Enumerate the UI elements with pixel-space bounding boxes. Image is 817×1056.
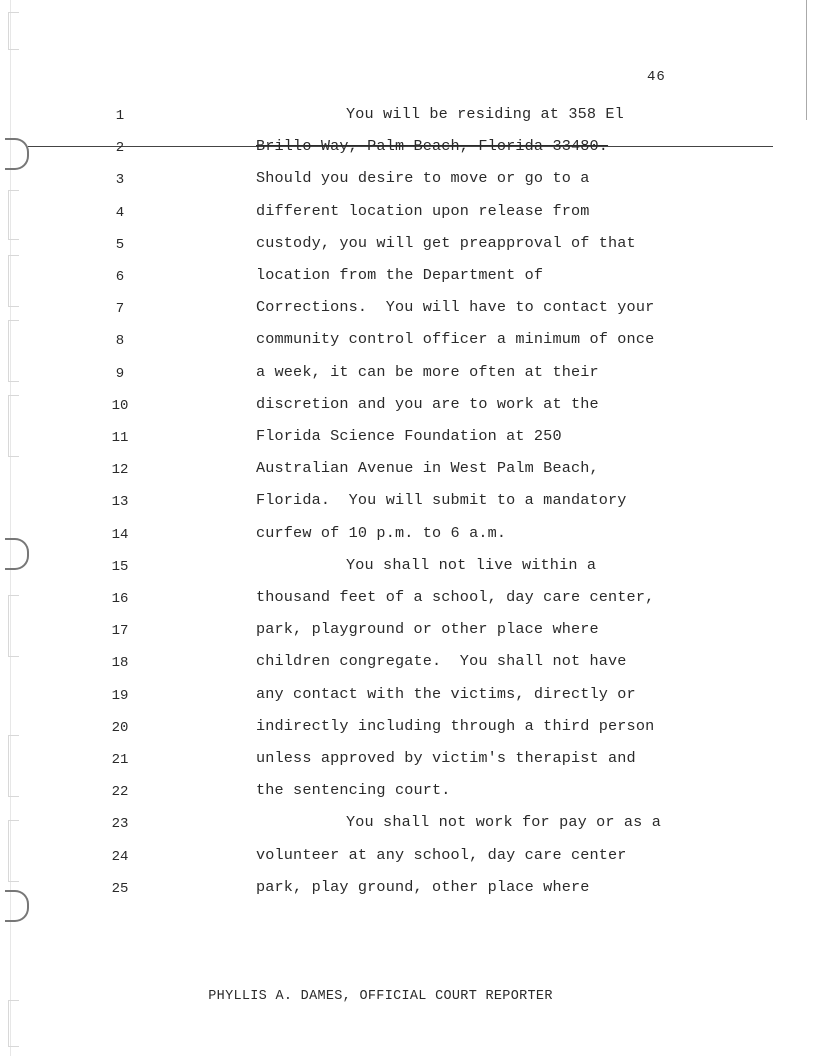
- transcript-line: [0, 616, 817, 648]
- line-number: 6: [115, 269, 125, 285]
- line-number: 24: [111, 848, 129, 865]
- transcript-line: [0, 455, 817, 487]
- line-text: park, playground or other place where: [256, 620, 599, 639]
- transcript-line: [0, 198, 817, 230]
- transcript-line: [0, 552, 817, 584]
- line-text: You will be residing at 358 El: [346, 105, 624, 123]
- line-text: thousand feet of a school, day care center,: [256, 588, 655, 606]
- line-number: 14: [111, 526, 129, 543]
- page-number: 46: [647, 69, 666, 85]
- line-text: Should you desire to move or go to a: [256, 169, 590, 188]
- line-text: volunteer at any school, day care center: [256, 845, 627, 864]
- line-text: a week, it can be more often at their: [256, 362, 599, 381]
- line-text: You shall not work for pay or as a: [346, 813, 661, 832]
- line-text: Brillo Way, Palm Beach, Florida 33480.: [256, 137, 609, 156]
- line-number: 12: [111, 462, 129, 479]
- transcript-line: [0, 230, 817, 262]
- line-number: 20: [111, 719, 129, 736]
- transcript-line: [0, 648, 817, 680]
- transcript-line: [0, 101, 817, 133]
- line-text: community control officer a minimum of once: [256, 330, 655, 349]
- transcript-line: [0, 874, 817, 906]
- line-text: Corrections. You will have to contact your: [256, 298, 655, 317]
- line-number: 16: [111, 591, 129, 607]
- line-number: 18: [111, 655, 129, 672]
- line-number: 7: [115, 301, 125, 318]
- line-text: location from the Department of: [256, 266, 544, 284]
- line-text: curfew of 10 p.m. to 6 a.m.: [256, 523, 507, 542]
- line-text: Florida Science Foundation at 250: [256, 427, 562, 445]
- transcript-line: [0, 391, 817, 423]
- line-text: unless approved by victim's therapist and: [256, 749, 636, 767]
- line-number: 15: [111, 558, 129, 575]
- transcript-line: [0, 842, 817, 874]
- transcript-line: [0, 809, 817, 841]
- line-number: 8: [115, 333, 125, 350]
- line-text: indirectly including through a third person: [256, 716, 655, 735]
- transcript-line: [0, 359, 817, 391]
- transcript-line: [0, 326, 817, 358]
- line-text: different location upon release from: [256, 201, 590, 220]
- line-number: 1: [115, 108, 125, 124]
- line-text: Florida. You will submit to a mandatory: [256, 491, 627, 510]
- line-text: You shall not live within a: [346, 555, 597, 574]
- line-text: discretion and you are to work at the: [256, 394, 599, 413]
- line-text: any contact with the victims, directly or: [256, 684, 636, 703]
- transcript-line: [0, 584, 817, 616]
- line-number: 21: [111, 752, 129, 768]
- line-number: 13: [111, 494, 129, 511]
- transcript-line: [0, 487, 817, 519]
- transcript-line: [0, 520, 817, 552]
- line-number: 2: [115, 140, 125, 157]
- line-number: 4: [115, 204, 125, 221]
- line-text: park, play ground, other place where: [256, 877, 590, 896]
- line-number: 17: [111, 623, 129, 640]
- transcript-line: [0, 262, 817, 294]
- transcript-line: [0, 777, 817, 809]
- court-reporter-footer: PHYLLIS A. DAMES, OFFICIAL COURT REPORTER: [208, 989, 553, 1004]
- line-number: 22: [111, 784, 129, 801]
- transcript-line: [0, 165, 817, 197]
- transcript-line: [0, 745, 817, 777]
- line-text: the sentencing court.: [256, 781, 451, 800]
- line-number: 3: [115, 172, 125, 189]
- line-number: 19: [111, 687, 129, 704]
- transcript-line: [0, 294, 817, 326]
- line-number: 25: [111, 880, 129, 897]
- binding-mark: [8, 1000, 19, 1047]
- transcript-line: [0, 133, 817, 165]
- line-number: 11: [111, 430, 129, 446]
- binding-mark: [8, 12, 19, 50]
- line-number: 5: [115, 236, 125, 253]
- line-text: custody, you will get preapproval of that: [256, 233, 636, 252]
- transcript-line: [0, 423, 817, 455]
- line-number: 23: [111, 816, 129, 833]
- line-number: 9: [115, 365, 125, 382]
- line-text: children congregate. You shall not have: [256, 652, 627, 671]
- transcript-line: [0, 713, 817, 745]
- line-number: 10: [111, 397, 129, 414]
- transcript-line: [0, 681, 817, 713]
- line-text: Australian Avenue in West Palm Beach,: [256, 459, 599, 478]
